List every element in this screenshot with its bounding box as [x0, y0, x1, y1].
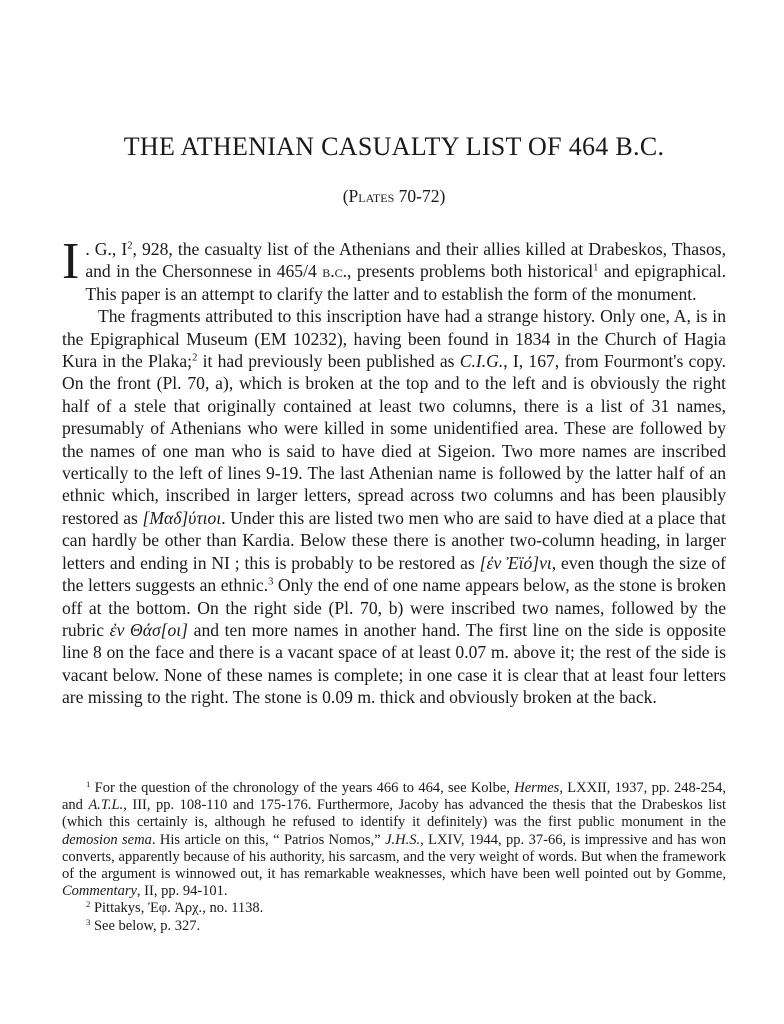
fn1-hermes: Hermes — [514, 780, 560, 796]
p1-text-d: and epigraphical. This paper is an attempt to clarify the latter and to establish the form of the monument. — [85, 261, 727, 304]
fn1-text-a: For the question of the chronology of the years 466 to 464, see Kolbe, — [90, 780, 515, 796]
footnote-mark-1: 1 — [86, 778, 91, 789]
footnote-3 — [62, 918, 726, 935]
footnote-1 — [62, 780, 726, 900]
footnote-2 — [62, 900, 726, 917]
p2-text-b: it had previously been published as — [197, 351, 460, 372]
fn1-commentary: Commentary — [62, 883, 137, 900]
greek-eioni: [ἐν Ἐϊό]νι — [479, 552, 552, 573]
fn1-text-f: , II, pp. 94-101. — [136, 883, 228, 900]
article-body — [62, 233, 727, 709]
footnotes — [62, 780, 726, 935]
p1-text-b: , 928, the casualty list of the Athenians and their allies killed at Drabeskos, Thasos, and in the Chersonnese in 465/4 — [85, 239, 726, 282]
p2-text-f: Only the end of one name appears below, as the stone is broken off at the bottom. On the right side (Pl. 70, b) were inscribed two names, followed by the rubric — [62, 575, 726, 640]
paragraph-2 — [62, 305, 726, 708]
superscript: 2 — [127, 240, 133, 252]
footnote-ref-1[interactable]: 1 — [593, 263, 599, 275]
fn1-text-c: , III, pp. 108-110 and 175-176. Furthermore, Jacoby has advanced the thesis that the Drabeskos list (which this certainly is, although he refused to identify it definitely) was the first public monument in the — [62, 797, 726, 831]
paragraph-1 — [62, 233, 727, 305]
p1-text-a: . G., I — [85, 239, 128, 259]
p2-text-d: . Under this are listed two men who are said to have died at a place that can hardly be other than Kardia. Below these there is another two-column heading, in larger letters and ending in NI ; this is probably to be restored as — [62, 507, 726, 573]
footnote-mark-2: 2 — [86, 899, 91, 910]
fn2-text-b: , no. 1138. — [202, 900, 264, 917]
footnote-ref-2[interactable]: 2 — [192, 352, 198, 364]
p2-cig: C.I.G. — [459, 351, 504, 372]
p2-text-a: The fragments attributed to this inscription have had a strange history. Only one, A, is in the Epigraphical Museum (EM 10232), having been found in 1834 in the Church of Hagia Kura in the Plaka; — [62, 306, 726, 372]
plates-text: (Plates 70-72) — [342, 186, 446, 206]
plates-reference — [62, 186, 726, 207]
fn1-jhs: J.H.S. — [385, 831, 421, 848]
p1-text-c: , presents problems both historical — [347, 261, 594, 282]
fn1-text-b: , LXXII, 1937, pp. 248-254, and — [62, 780, 726, 814]
fn2-text-a: Pittakys, — [90, 900, 148, 917]
fn1-text-e: , LXIV, 1944, pp. 37-66, is impressive and has won converts, apparently because of his authority, his sarcasm, and the very weight of words. But when the framework of the argument is winnowed out, it has remarkable weaknesses, which have been well pointed out by Gomme, — [62, 831, 726, 883]
p2-text-e: , even though the size of the letters suggests an ethnic. — [62, 552, 726, 596]
greek-thaso: ἐν Θάσ[οι] — [109, 619, 189, 640]
fn3-text-a: See below, p. 327. — [90, 917, 201, 934]
footnote-mark-3: 3 — [86, 916, 91, 927]
p1-bc: b.c. — [322, 261, 348, 282]
fn1-text-d: . His article on this, “ Patrios Nomos,” — [151, 831, 386, 848]
article-title: THE ATHENIAN CASUALTY LIST OF 464 B.C. — [123, 132, 665, 161]
p2-text-g: and ten more names in another hand. The first line on the side is opposite line 8 on the face and there is a vacant space of at least 0.07 m. above it; the rest of the side is vacant below. None of these names is complete; in one case it is clear that at least four letters are missing to the right. The stone is 0.09 m. thick and obviously broken at the back. — [62, 619, 726, 708]
p2-text-c: , I, 167, from Fourmont's copy. On the front (Pl. 70, a), which is broken at the top and to the left and is obviously the right half of a stele that originally contained at least two columns, there is a list of 31 names, presumably of Athenians who were killed in some unidentified area. These are followed by the names of one man who is said to have died at Sigeion. Two more names are inscribed vertically to the left of lines 9-19. The last Athenian name is followed by the latter half of an ethnic which, inscribed in larger letters, spread across two columns and has been plausibly restored as — [62, 351, 727, 528]
greek-madytioi: [Μαδ]ύτιοι — [142, 507, 222, 528]
fn2-greek: Ἐφ. Ἀρχ. — [147, 900, 203, 917]
drop-cap: I — [62, 233, 80, 290]
footnote-ref-3[interactable]: 3 — [268, 576, 274, 588]
fn1-atl: A.T.L. — [88, 797, 124, 814]
fn1-demosion: demosion sema — [62, 831, 152, 848]
